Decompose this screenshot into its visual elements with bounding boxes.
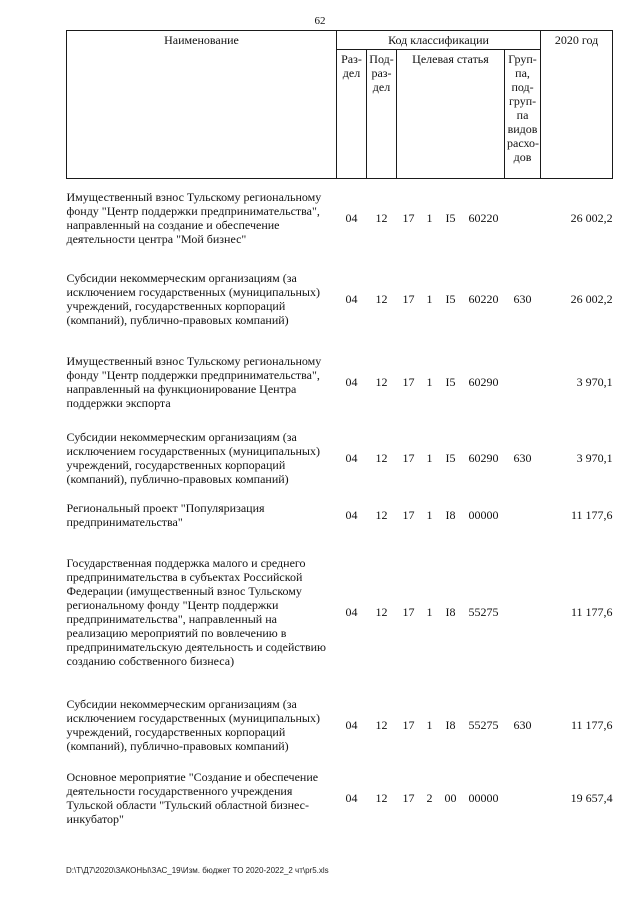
table-row [67, 763, 613, 833]
table-row [67, 423, 613, 493]
table-row [67, 493, 613, 537]
row-name: Региональный проект "Популяризация предпринимательства" [66, 500, 265, 529]
row-razdel: 04 [345, 604, 358, 619]
row-name: Имущественный взнос Тульскому региональному фонду "Центр поддержки предпринимательства", направленный на функционирование Центра поддержки экспорта [66, 353, 322, 410]
row-cs-subprogram: 1 [426, 210, 433, 225]
row-razdel: 04 [345, 374, 358, 389]
row-cs-direction: 55275 [468, 717, 499, 732]
row-name: Субсидии некоммерческим организациям (за исключением государственных (муниципальных) учреждений, государственных корпораций (компаний), публично-правовых компаний) [66, 696, 320, 753]
row-cs-direction: 60290 [468, 374, 499, 389]
row-razdel: 04 [345, 450, 358, 465]
row-name: Субсидии некоммерческим организациям (за исключением государственных (муниципальных) учреждений, государственных корпораций (компаний), публично-правовых компаний) [66, 270, 320, 327]
row-gruppa [505, 179, 541, 257]
table-body [67, 179, 613, 833]
row-cs-program: 17 [402, 717, 415, 732]
table-row [67, 687, 613, 763]
row-cs-project: I5 [445, 210, 456, 225]
row-podrazdel: 12 [375, 717, 388, 732]
row-cs-subprogram: 1 [426, 717, 433, 732]
row-cs-direction: 00000 [468, 790, 499, 805]
header-celevaya-statya: Целевая статья [397, 50, 505, 179]
row-cs-program: 17 [402, 604, 415, 619]
row-cs-direction: 60220 [468, 210, 499, 225]
header-razdel: Раз-дел [337, 50, 367, 179]
row-razdel: 04 [345, 210, 358, 225]
row-podrazdel: 12 [375, 450, 388, 465]
table-row [67, 537, 613, 687]
row-podrazdel: 12 [375, 374, 388, 389]
row-name: Имущественный взнос Тульскому региональному фонду "Центр поддержки предпринимательства", направленный на создание и обеспечение деятельности центра "Мой бизнес" [66, 189, 322, 246]
row-cs-project: I8 [445, 604, 456, 619]
table-row [67, 179, 613, 257]
row-sum: 11 177,6 [571, 507, 613, 522]
row-name: Государственная поддержка малого и среднего предпринимательства в субъектах Российской Федерации (имущественный взнос Тульскому региональному фонду "Центр поддержки предпринимательства", направленный на реализацию мероприятий по вовлечению в предпринимательскую деятельность и содействию созданию собственного бизнеса) [66, 555, 327, 668]
row-cs-program: 17 [402, 374, 415, 389]
row-razdel: 04 [345, 507, 358, 522]
row-sum: 26 002,2 [570, 210, 613, 225]
row-cs-direction: 55275 [468, 604, 499, 619]
row-cs-direction: 00000 [468, 507, 499, 522]
row-gruppa: 630 [513, 450, 532, 465]
header-gruppa: Груп-па, под-груп-па видов расхо-дов [505, 50, 541, 179]
row-gruppa: 630 [513, 291, 532, 306]
row-razdel: 04 [345, 717, 358, 732]
row-cs-project: I5 [445, 450, 456, 465]
row-cs-direction: 60220 [468, 291, 499, 306]
row-cs-project: 00 [444, 790, 457, 805]
row-cs-program: 17 [402, 790, 415, 805]
row-cs-program: 17 [402, 507, 415, 522]
row-sum: 26 002,2 [570, 291, 613, 306]
row-cs-project: I5 [445, 374, 456, 389]
row-sum: 3 970,1 [576, 374, 613, 389]
table-row [67, 341, 613, 423]
row-gruppa [505, 341, 541, 423]
row-cs-program: 17 [402, 291, 415, 306]
row-podrazdel: 12 [375, 790, 388, 805]
row-cs-subprogram: 1 [426, 291, 433, 306]
row-cs-subprogram: 1 [426, 450, 433, 465]
row-sum: 11 177,6 [571, 604, 613, 619]
row-cs-subprogram: 1 [426, 604, 433, 619]
file-path-footer: D:\Т\Д7\2020\ЗАКОНЫ\ЗАС_19\Изм. бюджет ТО 2020-2022_2 чт\pr5.xls [66, 866, 329, 875]
page-number: 62 [314, 15, 326, 27]
row-podrazdel: 12 [375, 210, 388, 225]
row-gruppa [505, 537, 541, 687]
table-row [67, 257, 613, 341]
row-sum: 11 177,6 [571, 717, 613, 732]
row-cs-subprogram: 1 [426, 374, 433, 389]
row-gruppa [505, 763, 541, 833]
row-name: Субсидии некоммерческим организациям (за исключением государственных (муниципальных) учреждений, государственных корпораций (компаний), публично-правовых компаний) [66, 429, 320, 486]
row-razdel: 04 [345, 291, 358, 306]
row-cs-project: I5 [445, 291, 456, 306]
row-cs-direction: 60290 [468, 450, 499, 465]
row-gruppa [505, 493, 541, 537]
budget-table [66, 30, 613, 833]
budget-table-sheet [66, 30, 612, 833]
row-cs-project: I8 [445, 717, 456, 732]
header-name: Наименование [67, 31, 337, 179]
row-podrazdel: 12 [375, 507, 388, 522]
row-name: Основное мероприятие "Создание и обеспечение деятельности государственного учреждения Тульской области "Тульский областной бизнес-инкубатор" [66, 769, 319, 826]
row-podrazdel: 12 [375, 291, 388, 306]
row-cs-program: 17 [402, 210, 415, 225]
row-podrazdel: 12 [375, 604, 388, 619]
header-podrazdel: Под-раз-дел [367, 50, 397, 179]
header-code-group: Код классификации [337, 31, 541, 50]
row-cs-subprogram: 1 [426, 507, 433, 522]
row-sum: 19 657,4 [570, 790, 613, 805]
row-sum: 3 970,1 [576, 450, 613, 465]
row-gruppa: 630 [513, 717, 532, 732]
row-razdel: 04 [345, 790, 358, 805]
header-year: 2020 год [541, 31, 613, 179]
table-header [67, 31, 613, 179]
row-cs-project: I8 [445, 507, 456, 522]
row-cs-subprogram: 2 [426, 790, 433, 805]
row-cs-program: 17 [402, 450, 415, 465]
